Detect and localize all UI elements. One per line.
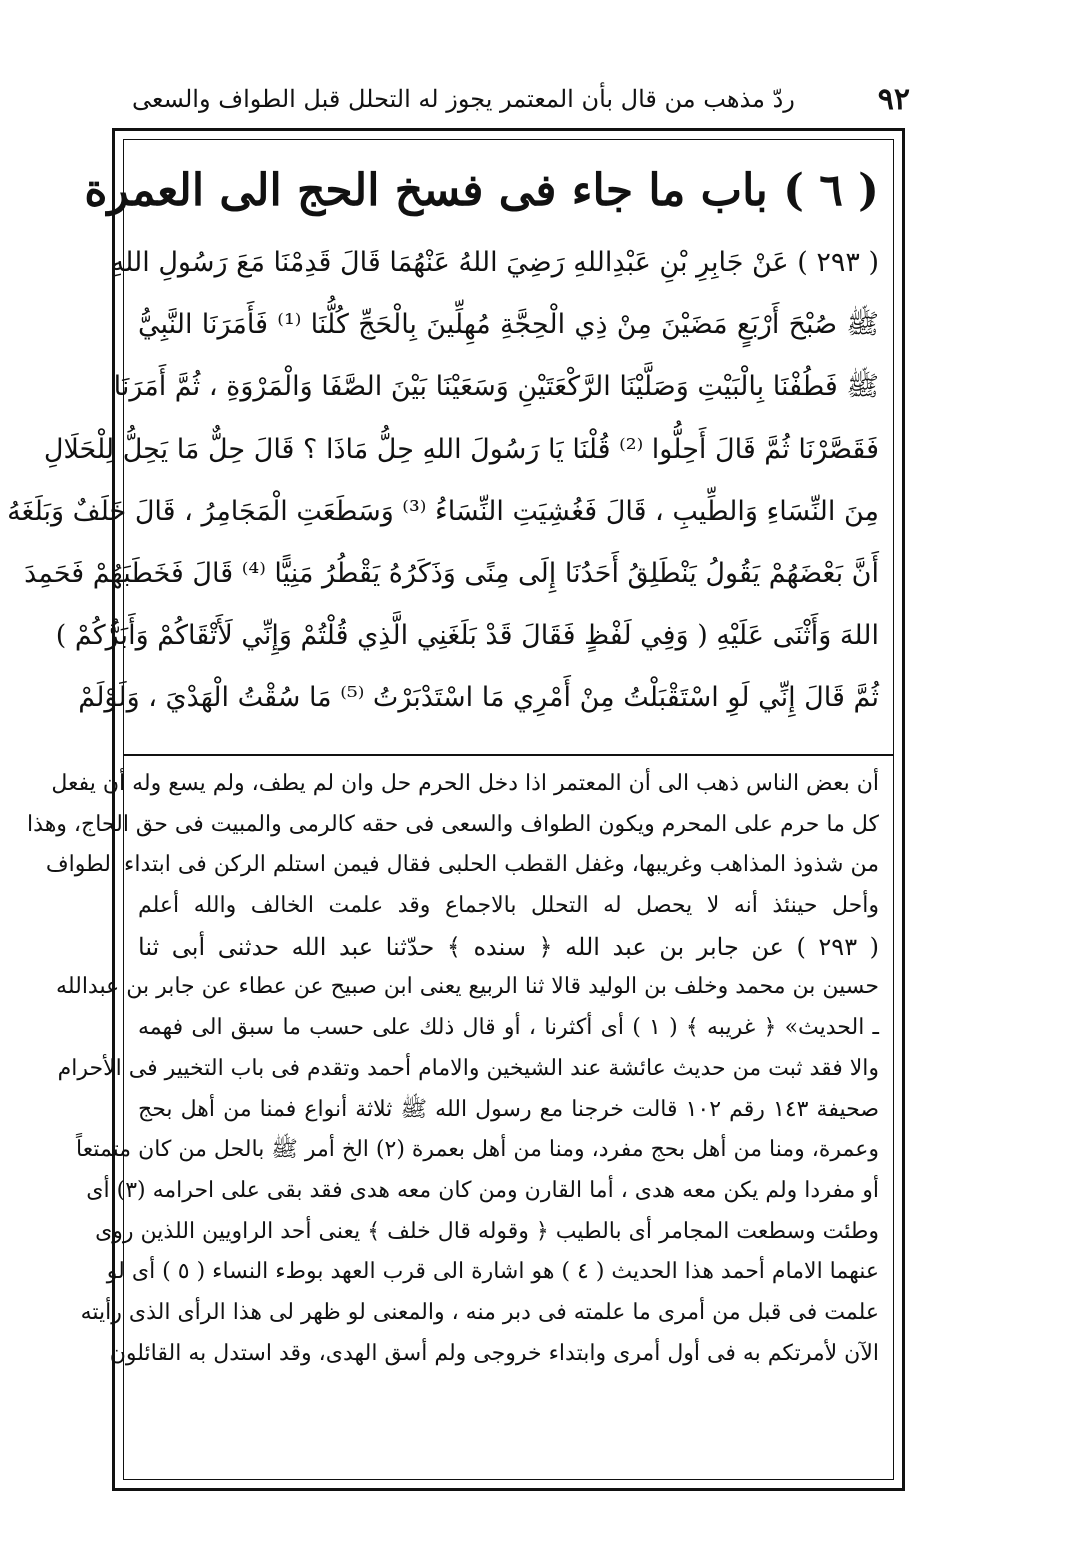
commentary-line: ـ الحديث» ﴿ غريبه ﴾ ( ١ ) أى أكثرنا ، أو قال ذلك على حسب ما سبق الى فهمه xyxy=(138,1015,879,1041)
commentary-line: ( ٢٩٣ ) عن جابر بن عبد الله ﴿ سنده ﴾ حدّثنا عبد الله حدثنى أبى ثنا xyxy=(138,932,879,961)
commentary-line: وطئت وسطعت المجامر أى بالطيب ﴿ وقوله قال خلف ﴾ يعنى أحد الراويين اللذين روى xyxy=(95,1218,879,1244)
page-header xyxy=(120,74,910,124)
commentary-line: أو مفردا ولم يكن معه هدى ، أما القارن ومن كان معه هدى فقد بقى على احرامه (٣) أى xyxy=(86,1177,879,1203)
commentary-line: من شذوذ المذاهب وغريبها، وغفل القطب الحلبى فقال فيمن استلم الركن فى ابتداء الطواف xyxy=(45,852,879,878)
hadith-line: ثُمَّ قَالَ إِنِّي لَوِ اسْتَقْبَلْتُ مِنْ أَمْرِي مَا اسْتَدْبَرْتُ ⁽⁵⁾ مَا سُقْتُ الْهَدْيَ ، وَلَوْلَمْ xyxy=(78,682,879,714)
inner-frame xyxy=(7,139,894,1480)
hadith-text xyxy=(7,232,879,730)
commentary-line: عنهما الامام أحمد هذا الحديث ( ٤ ) هو اشارة الى قرب العهد بوطء النساء ( ٥ ) أى لو xyxy=(106,1259,879,1285)
commentary-line: أن بعض الناس ذهب الى أن المعتمر اذا دخل الحرم حل وان لم يطف، ولم يسع وله أن يفعل xyxy=(51,771,879,796)
commentary-line: وعمرة، ومنا من أهل بحج مفرد، ومنا من أهل بعمرة (٢) الخ أمر ﷺ بالحل من كان متمتعاً xyxy=(75,1137,879,1163)
commentary-line: علمت فى قبل من أمرى ما علمته فى دبر منه ، والمعنى لو ظهر لى هذا الرأى الذى رأيته xyxy=(80,1299,879,1325)
commentary-line: والا فقد ثبت من حديث عائشة عند الشيخين والامام أحمد وتقدم فى باب التخيير فى الأحرام xyxy=(57,1055,879,1081)
hadith-line: فَقَصَّرْنَا ثُمَّ قَالَ أَحِلُّوا ⁽²⁾ قُلْنَا يَا رَسُولَ اللهِ حِلُّ مَاذَا ؟ قَالَ حِلٌّ مَا يَحِلُّ لِلْحَلَالِ xyxy=(43,433,879,465)
commentary-line: حسين بن محمد وخلف بن الوليد قالا ثنا الربيع يعنى ابن صبيح عن عطاء عن جابر بن عبدالله xyxy=(56,974,879,1000)
section-divider xyxy=(124,754,893,756)
hadith-line: ( ٢٩٣ ) عَنْ جَابِرِ بْنِ عَبْدِاللهِ رَضِيَ اللهُ عَنْهُمَا قَالَ قَدِمْنَا مَعَ رَسُولِ اللهِ xyxy=(110,247,879,278)
hadith-section xyxy=(7,150,879,750)
hadith-line: أَنَّ بَعْضَهُمْ يَقُولُ يَنْطَلِقُ أَحَدُنَا إِلَى مِنًى وَذَكَرُهُ يَقْطُرُ مَنِيًّا ⁽⁴⁾ قَالَ فَخَطَبَهُمْ فَحَمِدَ xyxy=(24,557,879,589)
hadith-line: اللهَ وَأَثْنَى عَلَيْهِ ( وَفِي لَفْظٍ فَقَالَ قَدْ بَلَغَنِي الَّذِي قُلْتُمْ وَإِنِّي لَأَتْقَاكُمْ وَأَبَرُّكُمْ ) xyxy=(55,620,879,652)
running-title: ردّ مذهب من قال بأن المعتمر يجوز له التحلل قبل الطواف والسعى xyxy=(132,85,795,113)
hadith-line: ﷺ فَطُفْنَا بِالْبَيْتِ وَصَلَّيْنَا الرَّكْعَتَيْنِ وَسَعَيْنَا بَيْنَ الصَّفَا وَالْمَرْوَةِ ، ثُمَّ أَمَرَنَا xyxy=(113,371,879,403)
commentary-section xyxy=(27,764,879,1473)
commentary-line: الآن لأمرتكم به فى أول أمرى وابتداء خروجى ولم أسق الهدى، وقد استدل به القائلون xyxy=(109,1340,879,1366)
page-frame xyxy=(7,128,905,1491)
chapter-heading: ( ٦ ) باب ما جاء فى فسخ الحج الى العمرة xyxy=(84,165,879,216)
commentary-line: صحيفة ١٤٣ رقم ١٠٢ قالت خرجنا مع رسول الله ﷺ ثلاثة أنواع فمنا من أهل بحج xyxy=(138,1096,879,1122)
hadith-line: ﷺ صُبْحَ أَرْبَعٍ مَضَيْنَ مِنْ ذِي الْحِجَّةِ مُهِلِّينَ بِالْحَجِّ كُلُّنَا ⁽¹⁾ فَأَمَرَنَا النَّبِيُّ xyxy=(138,309,879,341)
page-number: ٩٢ xyxy=(877,81,910,117)
commentary-line: وأحل حينئذ أنه لا يحصل له التحلل بالاجماع وقد علمت الخالف والله أعلم xyxy=(138,893,879,919)
commentary-line: كل ما حرم على المحرم ويكون الطواف والسعى فى حقه كالرمى والمبيت فى حق الحاج، وهذا xyxy=(27,811,879,837)
hadith-line: مِنَ النِّسَاءِ وَالطِّيبِ ، قَالَ فَغُشِيَتِ النِّسَاءُ ⁽³⁾ وَسَطَعَتِ الْمَجَامِرُ ، قَالَ خَلَفٌ وَبَلَغَهُ xyxy=(7,495,879,527)
